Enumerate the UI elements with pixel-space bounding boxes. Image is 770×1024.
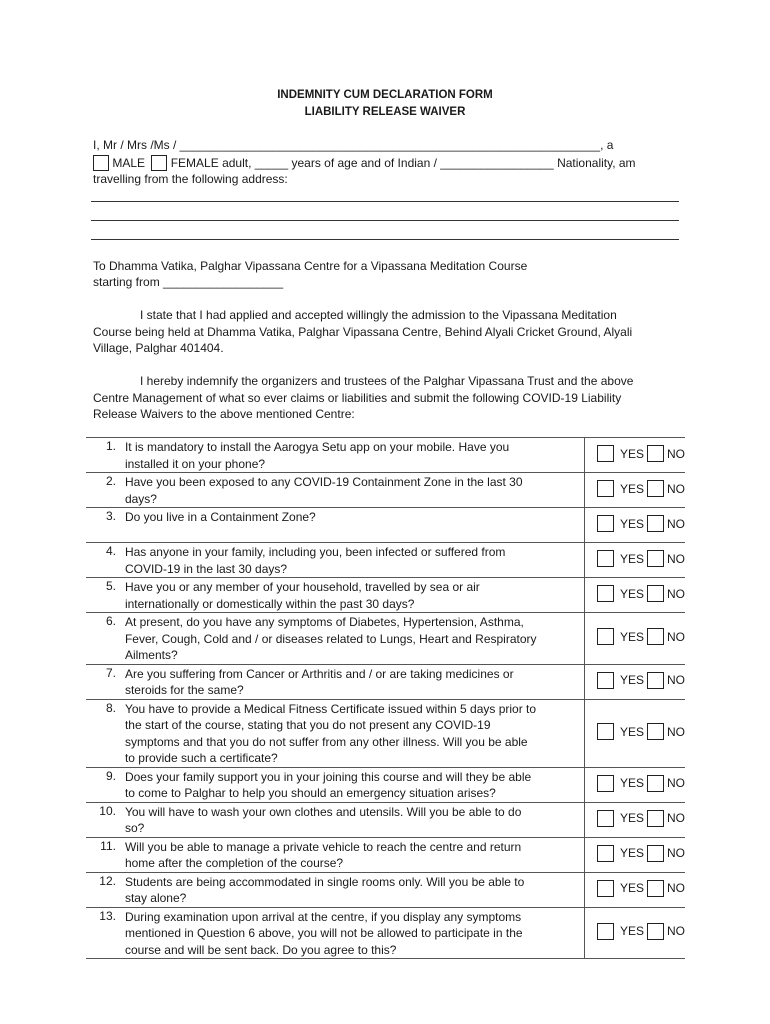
question-text-line: At present, do you have any symptoms of Diabetes, Hypertension, Asthma, xyxy=(124,615,524,629)
course-line-1: To Dhamma Vatika, Palghar Vipassana Centre for a Vipassana Meditation Course xyxy=(93,259,528,273)
address-line-3[interactable] xyxy=(91,239,679,240)
question-text-line: Have you been exposed to any COVID-19 Containment Zone in the last 30 xyxy=(124,475,523,489)
no-label: NO xyxy=(667,586,685,601)
question-text-line: It is mandatory to install the Aarogya Setu app on your mobile. Have you xyxy=(124,440,510,454)
yes-checkbox[interactable] xyxy=(597,775,614,792)
no-checkbox[interactable] xyxy=(647,672,664,689)
question-text xyxy=(116,578,585,613)
question-number: 9. xyxy=(105,768,116,783)
question-row xyxy=(86,699,685,767)
question-text-line: steroids for the same? xyxy=(124,683,244,697)
question-text-line: the start of the course, stating that you do not present any COVID-19 xyxy=(124,718,491,732)
statement-paragraph xyxy=(93,307,683,357)
male-checkbox[interactable] xyxy=(93,155,109,171)
no-label: NO xyxy=(667,629,685,644)
no-checkbox[interactable] xyxy=(647,550,664,567)
form-subtitle: LIABILITY RELEASE WAIVER xyxy=(304,106,466,118)
no-checkbox[interactable] xyxy=(647,845,664,862)
yes-checkbox[interactable] xyxy=(597,810,614,827)
yes-label: YES xyxy=(619,881,644,895)
yes-label: YES xyxy=(619,811,644,825)
no-checkbox[interactable] xyxy=(647,880,664,897)
question-row xyxy=(86,613,685,665)
no-label: NO xyxy=(667,446,685,461)
no-checkbox[interactable] xyxy=(647,775,664,792)
no-label: NO xyxy=(667,551,685,566)
question-text xyxy=(116,508,585,543)
question-number: 3. xyxy=(105,509,116,523)
answer-cell xyxy=(584,907,685,959)
indemnity-line-2: Centre Management of what so ever claims or liabilities and submit the following COVID-19 Liability xyxy=(93,390,622,405)
nationality-label: Nationality, am xyxy=(557,156,636,170)
no-checkbox[interactable] xyxy=(647,515,664,532)
yes-label: YES xyxy=(619,481,644,496)
question-text-line: Are you suffering from Cancer or Arthritis and / or are taking medicines or xyxy=(124,666,514,681)
no-checkbox[interactable] xyxy=(647,923,664,940)
female-checkbox[interactable] xyxy=(151,155,167,171)
question-row xyxy=(86,473,685,508)
question-row xyxy=(86,802,685,837)
question-text-line: COVID-19 in the last 30 days? xyxy=(124,561,288,576)
question-text-line: course and will be sent back. Do you agree to this? xyxy=(124,942,397,957)
statement-line-1: I state that I had applied and accepted willingly the admission to the Vipassana Meditation xyxy=(140,308,617,322)
indemnity-line-1: I hereby indemnify the organizers and trustees of the Palghar Vipassana Trust and the above xyxy=(140,374,634,388)
name-line-end: , a xyxy=(600,138,614,152)
yes-checkbox[interactable] xyxy=(597,628,614,645)
question-row xyxy=(86,767,685,802)
question-text xyxy=(116,767,585,802)
no-checkbox[interactable] xyxy=(647,585,664,602)
question-text-line: installed it on your phone? xyxy=(124,456,266,471)
question-text-line: Fever, Cough, Cold and / or diseases related to Lungs, Heart and Respiratory xyxy=(124,631,537,646)
question-text xyxy=(116,907,585,959)
questions-table xyxy=(86,437,685,959)
question-text xyxy=(116,473,585,508)
yes-label: YES xyxy=(619,776,644,790)
no-label: NO xyxy=(667,846,685,860)
nationality-blank[interactable]: _________________ xyxy=(440,156,554,170)
question-text-line: Have you or any member of your household, travelled by sea or air xyxy=(124,580,480,594)
question-row xyxy=(86,508,685,543)
no-label: NO xyxy=(667,673,685,687)
question-text-line: During examination upon arrival at the centre, if you display any symptoms xyxy=(124,909,522,924)
question-text xyxy=(116,802,585,837)
statement-line-2: Course being held at Dhamma Vatika, Palghar Vipassana Centre, Behind Alyali Cricket Ground, Alyali xyxy=(93,324,633,339)
answer-cell xyxy=(584,438,685,473)
question-text-line: You will have to wash your own clothes and utensils. Will you be able to do xyxy=(124,804,522,819)
yes-checkbox[interactable] xyxy=(597,515,614,532)
question-text-line: You have to provide a Medical Fitness Certificate issued within 5 days prior to xyxy=(124,701,537,716)
yes-checkbox[interactable] xyxy=(597,480,614,497)
no-label: NO xyxy=(667,724,685,739)
question-text-line: Has anyone in your family, including you, been infected or suffered from xyxy=(124,545,506,559)
yes-label: YES xyxy=(619,629,644,644)
yes-label: YES xyxy=(619,516,644,531)
question-number: 5. xyxy=(105,579,116,593)
question-number: 4. xyxy=(105,544,116,558)
question-text-line: Does your family support you in your joining this course and will they be able xyxy=(124,769,532,784)
answer-cell xyxy=(584,802,685,837)
question-row xyxy=(86,578,685,613)
yes-checkbox[interactable] xyxy=(597,923,614,940)
question-text-line: Do you live in a Containment Zone? xyxy=(124,510,316,524)
answer-cell xyxy=(584,664,685,699)
name-blank[interactable]: _______________________________________________________________ xyxy=(179,138,601,152)
indemnity-paragraph xyxy=(93,373,683,423)
no-label: NO xyxy=(667,924,685,939)
question-number: 1. xyxy=(105,439,116,453)
question-row xyxy=(86,837,685,872)
answer-cell xyxy=(584,578,685,613)
question-row xyxy=(86,543,685,578)
question-text xyxy=(116,613,585,665)
no-checkbox[interactable] xyxy=(647,445,664,462)
course-start-date[interactable]: starting from __________________ xyxy=(93,275,284,289)
age-blank[interactable]: _____ xyxy=(254,156,289,170)
question-row xyxy=(86,907,685,959)
answer-cell xyxy=(584,508,685,543)
no-label: NO xyxy=(667,516,685,531)
no-label: NO xyxy=(667,811,685,825)
yes-label: YES xyxy=(619,446,644,461)
yes-label: YES xyxy=(619,551,644,566)
question-text-line: Ailments? xyxy=(124,648,178,662)
answer-cell xyxy=(584,699,685,767)
yes-label: YES xyxy=(619,724,644,739)
question-text-line: mentioned in Question 6 above, you will not be allowed to participate in the xyxy=(124,926,523,940)
question-text-line: internationally or domestically within the past 30 days? xyxy=(124,596,415,611)
gender-line xyxy=(93,155,636,171)
address-label: travelling from the following address: xyxy=(93,172,288,186)
yes-checkbox[interactable] xyxy=(597,550,614,567)
statement-line-3: Village, Palghar 401404. xyxy=(93,341,224,355)
yes-label: YES xyxy=(619,586,644,601)
question-row xyxy=(86,438,685,473)
question-row xyxy=(86,664,685,699)
female-label: FEMALE adult, xyxy=(170,156,252,170)
form-title: INDEMNITY CUM DECLARATION FORM xyxy=(277,89,493,101)
answer-cell xyxy=(584,613,685,665)
question-text xyxy=(116,837,585,872)
yes-checkbox[interactable] xyxy=(597,723,614,740)
no-checkbox[interactable] xyxy=(647,810,664,827)
no-label: NO xyxy=(667,881,685,895)
yes-label: YES xyxy=(619,846,644,860)
no-checkbox[interactable] xyxy=(647,723,664,740)
question-number: 7. xyxy=(105,665,116,680)
no-checkbox[interactable] xyxy=(647,628,664,645)
question-text xyxy=(116,543,585,578)
question-text-line: home after the completion of the course? xyxy=(124,856,344,870)
no-label: NO xyxy=(667,776,685,790)
question-number: 13. xyxy=(99,908,116,923)
yes-label: YES xyxy=(619,673,644,687)
question-text xyxy=(116,699,585,767)
question-text-line: symptoms and that you do not suffer from any other illness. Will you be able xyxy=(124,734,528,749)
question-text-line: stay alone? xyxy=(124,891,187,905)
address-line-2[interactable] xyxy=(91,220,679,221)
yes-checkbox[interactable] xyxy=(597,672,614,689)
age-label: years of age and of Indian / xyxy=(291,156,437,170)
question-number: 11. xyxy=(100,838,116,853)
name-line xyxy=(93,138,613,152)
question-text-line: Students are being accommodated in single rooms only. Will you be able to xyxy=(124,874,525,889)
question-text-line: days? xyxy=(124,491,157,506)
question-row xyxy=(86,872,685,907)
indemnity-line-3: Release Waivers to the above mentioned Centre: xyxy=(93,407,355,421)
no-checkbox[interactable] xyxy=(647,480,664,497)
question-number: 6. xyxy=(105,614,116,628)
question-text-line: to come to Palghar to help you should an emergency situation arises? xyxy=(124,786,496,800)
question-text-line: Will you be able to manage a private vehicle to reach the centre and return xyxy=(124,839,522,854)
answer-cell xyxy=(584,473,685,508)
yes-checkbox[interactable] xyxy=(597,880,614,897)
answer-cell xyxy=(584,837,685,872)
question-number: 10. xyxy=(99,803,116,818)
answer-cell xyxy=(584,872,685,907)
question-number: 12. xyxy=(99,873,116,888)
question-text xyxy=(116,872,585,907)
question-number: 2. xyxy=(105,474,116,488)
no-label: NO xyxy=(667,481,685,496)
question-text xyxy=(116,438,585,473)
male-label: MALE xyxy=(112,156,146,170)
yes-checkbox[interactable] xyxy=(597,445,614,462)
yes-checkbox[interactable] xyxy=(597,585,614,602)
answer-cell xyxy=(584,543,685,578)
question-text-line: to provide such a certificate? xyxy=(124,751,278,765)
address-line-1[interactable] xyxy=(91,201,679,202)
question-number: 8. xyxy=(105,700,116,715)
yes-checkbox[interactable] xyxy=(597,845,614,862)
answer-cell xyxy=(584,767,685,802)
yes-label: YES xyxy=(619,924,644,939)
name-label: I, Mr / Mrs /Ms / xyxy=(93,138,180,152)
question-text xyxy=(116,664,585,699)
question-text-line: so? xyxy=(124,821,145,835)
question-text-line xyxy=(125,526,584,543)
